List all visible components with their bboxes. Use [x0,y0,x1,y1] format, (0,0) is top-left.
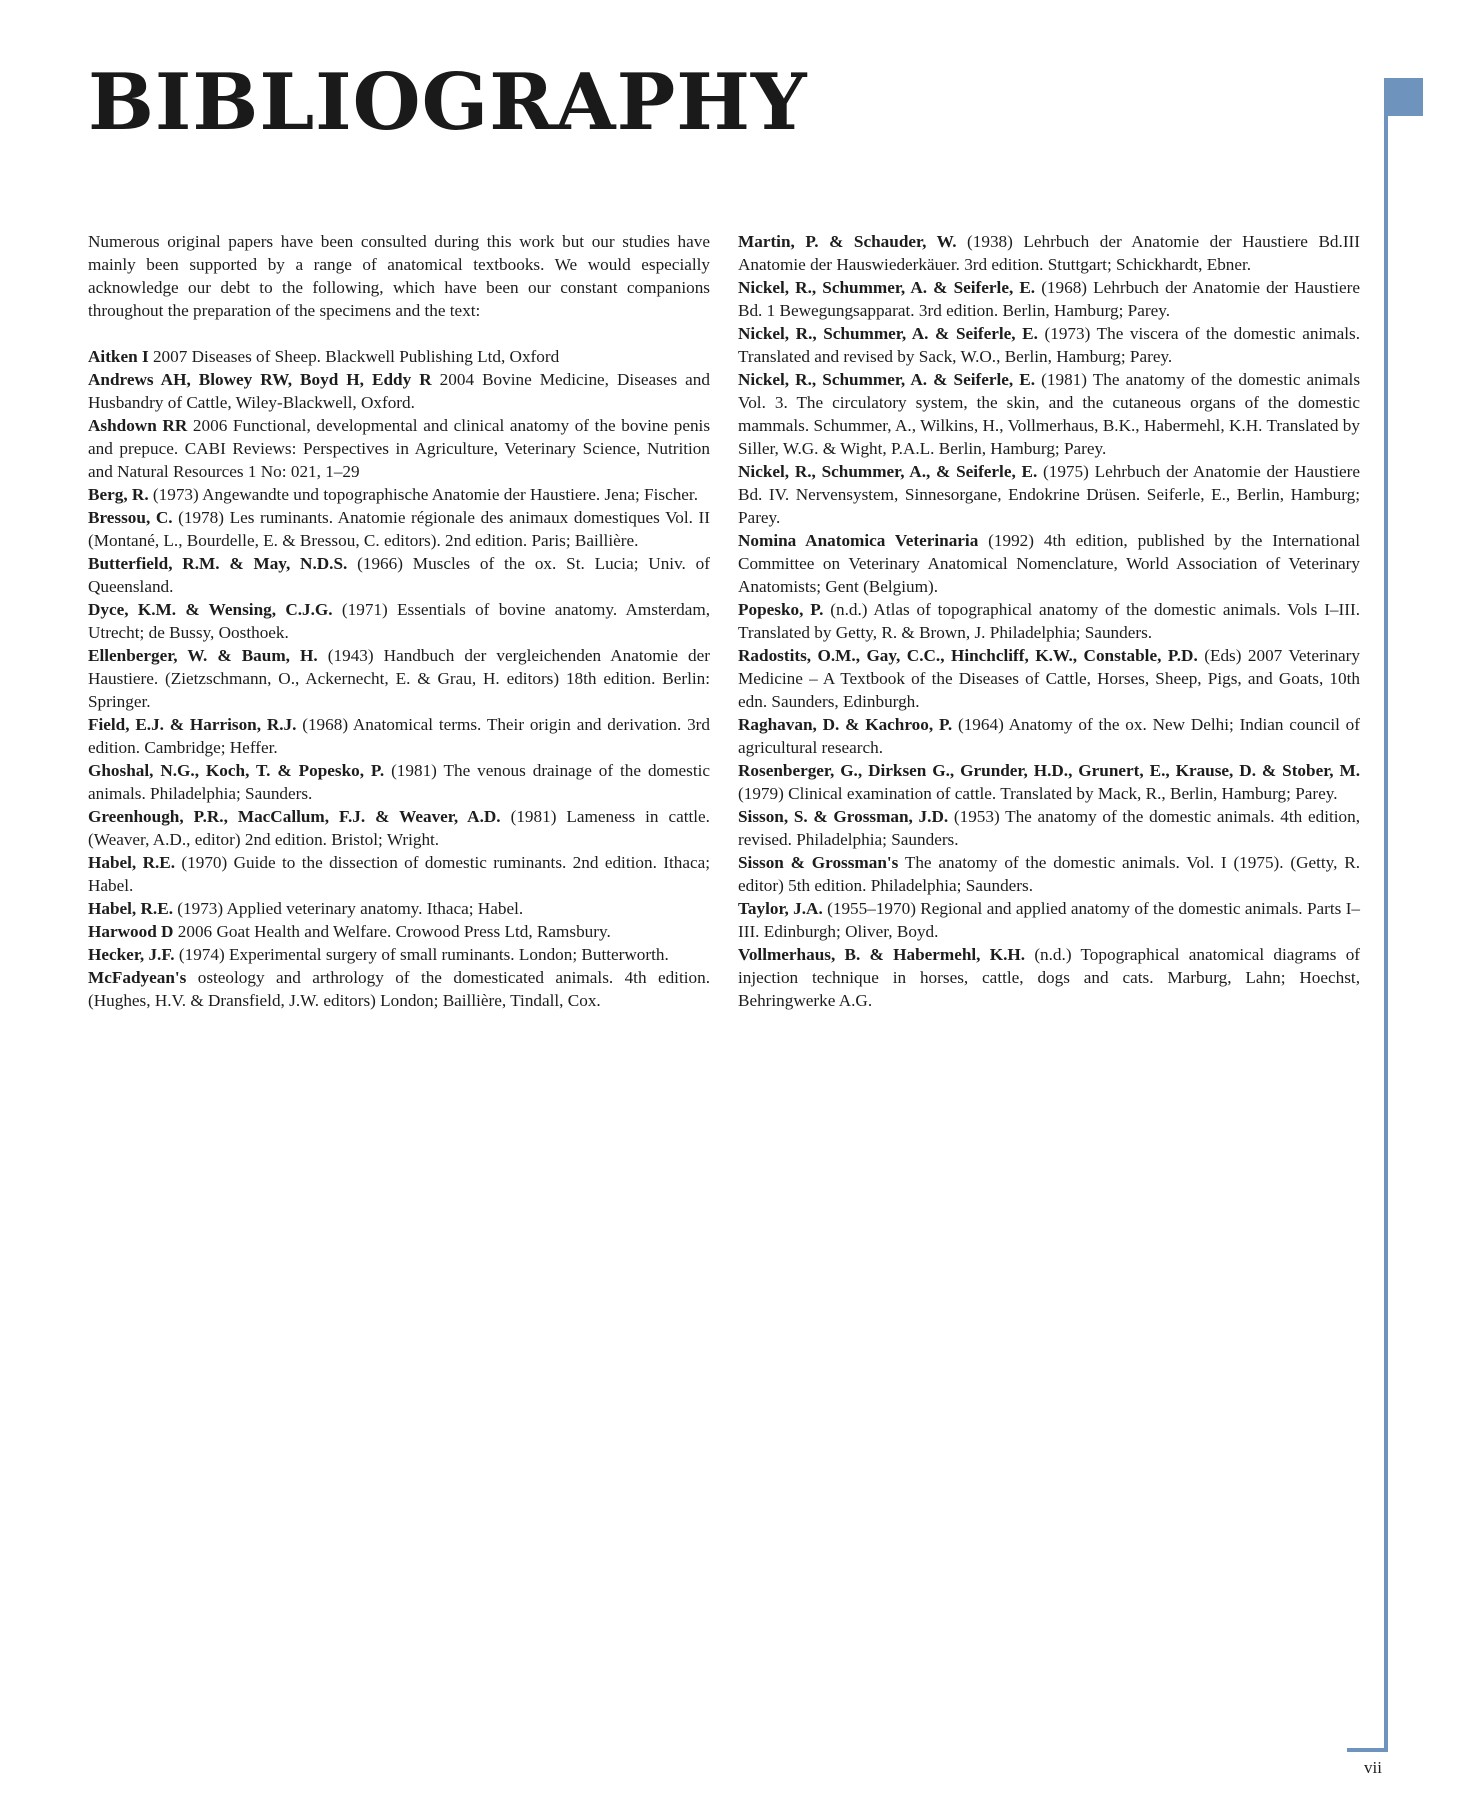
reference-entry [88,759,710,805]
reference-author: Rosenberger, G., Dirksen G., Grunder, H.D., Grunert, E., Krause, D. & Stober, M. [738,761,1360,780]
reference-entry [738,805,1360,851]
reference-details: (1973) Angewandte und topographische Anatomie der Haustiere. Jena; Fischer. [148,485,699,504]
reference-author: Aitken I [88,347,149,366]
reference-author: Ellenberger, W. & Baum, H. [88,646,318,665]
reference-entry [738,322,1360,368]
reference-author: Martin, P. & Schauder, W. [738,232,957,251]
reference-entry [738,897,1360,943]
reference-details: The anatomy of the domestic animals. Vol. I (1975). (Getty, R. editor) 5th edition. Philadelphia; Saunders. [738,853,1360,895]
reference-details: (1973) Applied veterinary anatomy. Ithaca; Habel. [173,899,524,918]
reference-details: (n.d.) Topographical anatomical diagrams of injection technique in horses, cattle, dogs and cats. Marburg, Lahn; Hoechst, Behringwerke A.G. [738,945,1361,1010]
reference-author: Vollmerhaus, B. & Habermehl, K.H. [738,945,1026,964]
reference-author: Greenhough, P.R., MacCallum, F.J. & Weaver, A.D. [88,807,501,826]
reference-author: Raghavan, D. & Kachroo, P. [738,715,953,734]
reference-details: (1974) Experimental surgery of small ruminants. London; Butterworth. [174,945,669,964]
reference-details: (Eds) 2007 Veterinary Medicine – A Textbook of the Diseases of Cattle, Horses, Sheep, Pigs, and Goats, 10th edn. Saunders, Edinburgh. [738,646,1360,711]
reference-author: Sisson, S. & Grossman, J.D. [738,807,949,826]
reference-entry [88,483,710,506]
reference-details: (1981) Lameness in cattle. (Weaver, A.D., editor) 2nd edition. Bristol; Wright. [88,807,710,849]
reference-entry [88,368,710,414]
reference-entry [738,943,1360,1012]
reference-author: Berg, R. [88,485,149,504]
reference-details: 2006 Goat Health and Welfare. Crowood Press Ltd, Ramsbury. [173,922,611,941]
reference-details: (1955–1970) Regional and applied anatomy of the domestic animals. Parts I–III. Edinburgh; Oliver, Boyd. [738,899,1361,941]
reference-details: (1981) The anatomy of the domestic animals Vol. 3. The circulatory system, the skin, and the cutaneous organs of the domestic mammals. Schummer, A., Wilkins, H., Vollmerhaus, B.K., Habermehl, K.H. Translated by Siller, W.G. & Wight, P.A.L. Berlin, Hamburg; Parey. [738,370,1361,458]
reference-entry [738,460,1360,529]
reference-entry [738,368,1360,460]
reference-author: Nickel, R., Schummer, A. & Seiferle, E. [738,278,1036,297]
reference-list-left [88,345,710,1012]
right-column [738,230,1360,1012]
reference-author: Habel, R.E. [88,853,176,872]
reference-details: (1968) Lehrbuch der Anatomie der Haustiere Bd. 1 Bewegungsapparat. 3rd edition. Berlin, Hamburg; Parey. [738,278,1360,320]
reference-entry [88,713,710,759]
reference-details: (1971) Essentials of bovine anatomy. Amsterdam, Utrecht; de Bussy, Oosthoek. [88,600,710,642]
reference-author: Nomina Anatomica Veterinaria [738,531,979,550]
reference-author: Nickel, R., Schummer, A., & Seiferle, E. [738,462,1038,481]
reference-details: (1943) Handbuch der vergleichenden Anatomie der Haustiere. (Zietzschmann, O., Ackernecht, E. & Grau, H. editors) 18th edition. Berlin: Springer. [88,646,710,711]
reference-entry [738,230,1360,276]
reference-author: Popesko, P. [738,600,824,619]
reference-details: 2006 Functional, developmental and clinical anatomy of the bovine penis and prepuce. CABI Reviews: Perspectives in Agriculture, Veterinary Science, Nutrition and Natural Resources 1 No: 021, 1–29 [88,416,711,481]
reference-author: Taylor, J.A. [738,899,823,918]
reference-entry [88,345,710,368]
reference-list-right [738,230,1360,1012]
reference-details: (1970) Guide to the dissection of domestic ruminants. 2nd edition. Ithaca; Habel. [88,853,710,895]
reference-author: Dyce, K.M. & Wensing, C.J.G. [88,600,333,619]
reference-entry [88,897,710,920]
reference-author: Andrews AH, Blowey RW, Boyd H, Eddy R [88,370,432,389]
reference-details: (1973) The viscera of the domestic animals. Translated and revised by Sack, W.O., Berlin, Hamburg; Parey. [738,324,1360,366]
reference-details: (1938) Lehrbuch der Anatomie der Haustiere Bd.III Anatomie der Hauswiederkäuer. 3rd edition. Stuttgart; Schickhardt, Ebner. [738,232,1360,274]
left-column [88,230,710,1012]
reference-author: Habel, R.E. [88,899,173,918]
reference-entry [88,920,710,943]
reference-entry [738,644,1360,713]
reference-entry [88,414,710,483]
reference-author: Nickel, R., Schummer, A. & Seiferle, E. [738,370,1036,389]
reference-entry [738,598,1360,644]
reference-details: (1979) Clinical examination of cattle. Translated by Mack, R., Berlin, Hamburg; Parey. [738,784,1338,803]
reference-details: (1992) 4th edition, published by the International Committee on Veterinary Anatomical Nomenclature, World Association of Veterinary Anatomists; Gent (Belgium). [738,531,1360,596]
intro-paragraph: Numerous original papers have been consulted during this work but our studies have mainly been supported by a range of anatomical textbooks. We would especially acknowledge our debt to the following, which have been our constant companions throughout the preparation of the specimens and the text: [88,232,710,320]
page-number: vii [1364,1758,1382,1777]
reference-details: 2004 Bovine Medicine, Diseases and Husbandry of Cattle, Wiley-Blackwell, Oxford. [88,370,710,412]
reference-author: Harwood D [88,922,174,941]
reference-author: Ashdown RR [88,416,188,435]
reference-author: Butterfield, R.M. & May, N.D.S. [88,554,348,573]
reference-entry [88,506,710,552]
reference-entry [88,805,710,851]
reference-entry [88,851,710,897]
reference-author: Ghoshal, N.G., Koch, T. & Popesko, P. [88,761,385,780]
reference-details: (1953) The anatomy of the domestic animals. 4th edition, revised. Philadelphia; Saunders. [738,807,1361,849]
reference-entry [738,851,1360,897]
reference-author: Field, E.J. & Harrison, R.J. [88,715,297,734]
reference-details: (1981) The venous drainage of the domestic animals. Philadelphia; Saunders. [88,761,710,803]
reference-entry [738,759,1360,805]
reference-details: (n.d.) Atlas of topographical anatomy of the domestic animals. Vols I–III. Translated by Getty, R. & Brown, J. Philadelphia; Saunders. [738,600,1360,642]
reference-entry [88,598,710,644]
reference-details: (1975) Lehrbuch der Anatomie der Haustiere Bd. IV. Nervensystem, Sinnesorgane, Endokrine Drüsen. Seiferle, E., Berlin, Hamburg; Parey. [738,462,1360,527]
reference-entry [88,552,710,598]
reference-author: Radostits, O.M., Gay, C.C., Hinchcliff, K.W., Constable, P.D. [738,646,1198,665]
reference-entry [738,529,1360,598]
reference-details: 2007 Diseases of Sheep. Blackwell Publishing Ltd, Oxford [148,347,560,366]
reference-details: (1966) Muscles of the ox. St. Lucia; Univ. of Queensland. [88,554,710,596]
chapter-tab-marker [1385,78,1423,116]
reference-author: Nickel, R., Schummer, A. & Seiferle, E. [738,324,1038,343]
reference-author: McFadyean's [88,968,187,987]
reference-details: (1978) Les ruminants. Anatomie régionale des animaux domestiques Vol. II (Montané, L., Bourdelle, E. & Bressou, C. editors). 2nd edition. Paris; Baillière. [88,508,710,550]
reference-entry [738,276,1360,322]
reference-entry [88,943,710,966]
margin-rule-vertical [1384,78,1388,1752]
margin-rule-horizontal [1347,1748,1388,1752]
reference-details: osteology and arthrology of the domesticated animals. 4th edition. (Hughes, H.V. & Dransfield, J.W. editors) London; Baillière, Tindall, Cox. [88,968,710,1010]
reference-details: (1964) Anatomy of the ox. New Delhi; Indian council of agricultural research. [738,715,1360,757]
reference-entry [738,713,1360,759]
reference-details: (1968) Anatomical terms. Their origin and derivation. 3rd edition. Cambridge; Heffer. [88,715,710,757]
reference-author: Bressou, C. [88,508,173,527]
reference-author: Hecker, J.F. [88,945,175,964]
page-title: BIBLIOGRAPHY [88,57,808,148]
reference-entry [88,966,710,1012]
reference-entry [88,644,710,713]
reference-author: Sisson & Grossman's [738,853,899,872]
